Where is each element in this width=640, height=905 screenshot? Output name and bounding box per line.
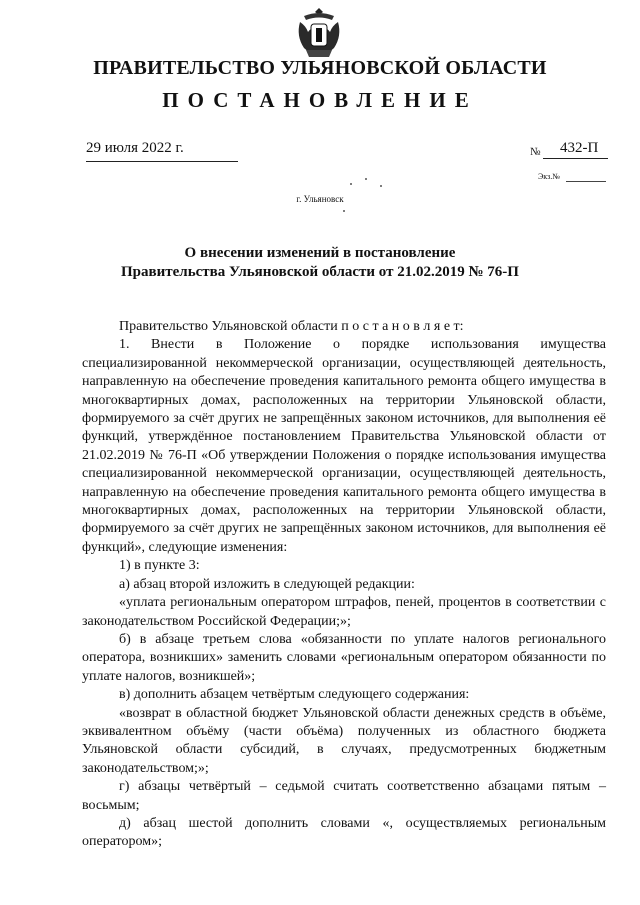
preamble-text: Правительство Ульяновской области (119, 319, 342, 334)
scan-speck (343, 210, 345, 212)
preamble-decree-word: п о с т а н о в л я е т: (341, 319, 464, 334)
document-date: 29 июля 2022 г. (86, 140, 184, 156)
number-underline (543, 158, 608, 159)
document-subject (60, 244, 580, 282)
number-sign: № (530, 146, 541, 158)
body-paragraph: «уплата региональным оператором штрафов, пеней, процентов в соответствии с законодательством Российской Федерации;»; (82, 595, 606, 629)
scan-speck (380, 185, 382, 187)
government-title: ПРАВИТЕЛЬСТВО УЛЬЯНОВСКОЙ ОБЛАСТИ (93, 57, 547, 79)
body-paragraph: д) абзац шестой дополнить словами «, осуществляемых региональным оператором»; (82, 815, 606, 850)
body-paragraph: 1) в пункте 3: (119, 558, 200, 574)
subject-line-1: О внесении изменений в постановление (184, 245, 456, 261)
subject-line-2: Правительства Ульяновской области от 21.02.2019 № 76-П (121, 264, 519, 280)
scan-speck (365, 178, 367, 180)
copy-number-line (566, 181, 606, 182)
date-underline (86, 161, 238, 162)
body-paragraph: «возврат в областной бюджет Ульяновской области денежных средств в объёме, эквивалентном объёму (части объёма) полученных из областного бюджета Ульяновской области субсидий, в случаях, предусмотренных бюджетным законодательством;»; (82, 705, 606, 776)
body-paragraph: 1. Внести в Положение о порядке использования имущества специализированной некоммерческой организации, осуществляющей деятельность, направленную на обеспечение проведения капитального ремонта общего имущества в многоквартирных домах, расположенных на территории Ульяновской области, формируемого за счёт других не запрещённых законом источников, для выполнения её функций, утверждённое постановлением Правительства Ульяновской области от 21.02.2019 № 76-П «Об утверждении Положения о порядке использования имущества специализированной некоммерческой организации, осуществляющей деятельность, направленную на обеспечение проведения капитального ремонта общего имущества в многоквартирных домах, расположенных на территории Ульяновской области, формируемого за счёт других не запрещённых законом источников, для выполнения её функций», следующие изменения: (82, 337, 606, 555)
copy-number-label: Экз.№ (538, 172, 560, 181)
city-name: г. Ульяновск (296, 194, 344, 204)
coat-of-arms-icon (296, 6, 342, 60)
body-paragraph: г) абзацы четвёртый – седьмой считать соответственно абзацами пятым – восьмым; (82, 779, 606, 813)
resolution-preamble (82, 318, 606, 336)
body-paragraph: в) дополнить абзацем четвёртым следующего содержания: (119, 687, 470, 703)
document-body (82, 318, 606, 852)
body-paragraph: б) в абзаце третьем слова «обязанности по уплате налогов регионального оператора, возникших» заменить словами «региональным оператором обязанности по уплате налогов, возникшей»; (82, 631, 606, 684)
body-paragraph: а) абзац второй изложить в следующей редакции: (119, 576, 415, 592)
scan-speck (350, 183, 352, 185)
document-type: ПОСТАНОВЛЕНИЕ (162, 88, 478, 112)
document-number: 432-П (560, 140, 599, 156)
